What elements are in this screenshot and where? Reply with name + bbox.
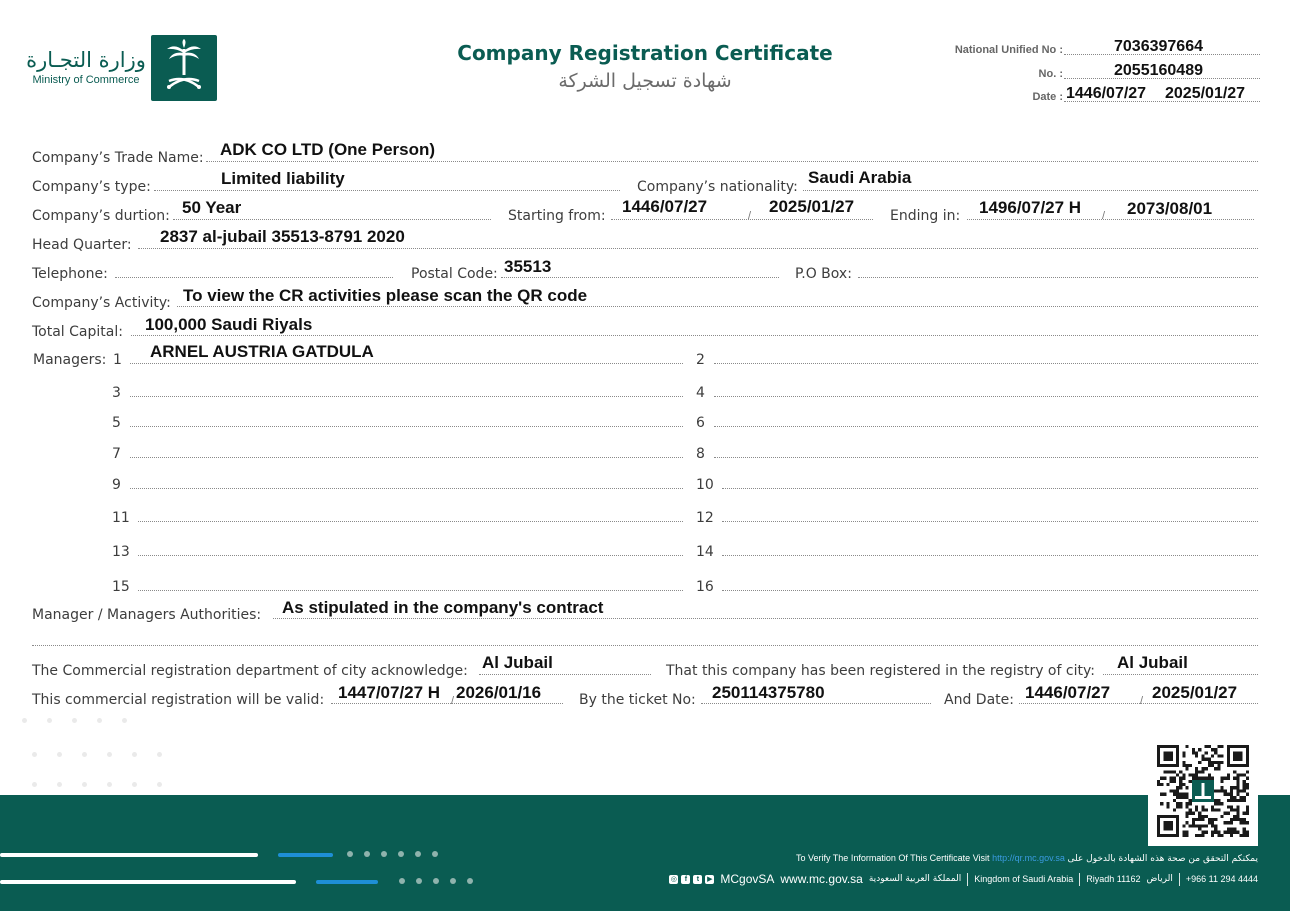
decorative-dots — [22, 718, 127, 723]
registered-city-label: That this company has been registered in the registry of city: — [666, 663, 1095, 679]
certificate-date-row — [900, 83, 1260, 105]
valid-until-greg: 2026/01/16 — [456, 683, 542, 702]
dotted-line — [714, 426, 1258, 427]
activity-value: To view the CR activities please scan the QR code — [183, 286, 588, 305]
po-box-label: P.O Box: — [795, 266, 852, 282]
phone: +966 11 294 4444 — [1185, 874, 1258, 884]
head-quarter-value: 2837 al-jubail 35513-8791 2020 — [160, 227, 405, 246]
dotted-line — [138, 248, 1258, 249]
head-quarter-label: Head Quarter: — [32, 237, 132, 253]
manager-name: ARNEL AUSTRIA GATDULA — [150, 342, 374, 361]
ministry-name-en: Ministry of Commerce — [32, 74, 140, 86]
manager-number: 15 — [112, 579, 130, 595]
acknowledge-label: The Commercial registration department of city acknowledge: — [32, 663, 468, 679]
dotted-line — [177, 306, 1258, 307]
starting-label: Starting from: — [508, 208, 606, 224]
ending-label: Ending in: — [890, 208, 961, 224]
footer-dots — [399, 878, 473, 884]
certificate-date-label: Date : — [1032, 91, 1063, 103]
and-date-hijri: 1446/07/27 — [1025, 683, 1111, 702]
manager-number: 16 — [696, 579, 714, 595]
verify-text: To Verify The Information Of This Certificate Visit — [795, 853, 990, 863]
footer-dots — [347, 851, 438, 857]
registered-city-value: Al Jubail — [1117, 653, 1188, 672]
national-unified-row — [900, 36, 1260, 58]
dotted-line — [501, 277, 779, 278]
dotted-line — [130, 457, 683, 458]
dotted-line — [138, 590, 683, 591]
dotted-line — [714, 363, 1258, 364]
manager-number: 12 — [696, 510, 714, 526]
footer-stripe — [316, 880, 378, 884]
total-capital-value: 100,000 Saudi Riyals — [145, 315, 313, 334]
certificate-date-greg: 2025/01/27 — [1165, 85, 1246, 102]
manager-number: 2 — [696, 352, 705, 368]
twitter-icon[interactable]: t — [693, 875, 702, 884]
dotted-line — [722, 555, 1258, 556]
acknowledge-city-value: Al Jubail — [482, 653, 553, 672]
dotted-line — [714, 396, 1258, 397]
ending-greg: 2073/08/01 — [1127, 199, 1213, 218]
dotted-line — [130, 426, 683, 427]
manager-number: 9 — [112, 477, 121, 493]
dotted-line — [1103, 674, 1258, 675]
social-icons — [669, 875, 714, 884]
footer-stripe — [0, 853, 258, 857]
trade-name-value: ADK CO LTD (One Person) — [220, 140, 436, 159]
date-separator: / — [748, 210, 752, 222]
dotted-line — [173, 219, 491, 220]
total-capital-label: Total Capital: — [32, 324, 123, 340]
instagram-icon[interactable]: ◎ — [670, 875, 677, 883]
manager-number: 1 — [113, 352, 122, 368]
divider — [967, 873, 968, 886]
country-en: Kingdom of Saudi Arabia — [974, 874, 1074, 884]
national-unified-value: 7036397664 — [1114, 38, 1203, 55]
duration-value: 50 Year — [182, 198, 242, 217]
verify-text-ar: يمكنكم التحقق من صحة هذه الشهادة بالدخول على — [1067, 854, 1258, 864]
dotted-line — [130, 363, 683, 364]
certificate-no-label: No. : — [1038, 68, 1063, 80]
company-type-label: Company’s type: — [32, 179, 151, 195]
activity-label: Company’s Activity: — [32, 295, 171, 311]
postal-code-label: Postal Code: — [411, 266, 498, 282]
dotted-line — [858, 277, 1258, 278]
manager-number: 13 — [112, 544, 130, 560]
dotted-line — [701, 703, 931, 704]
dotted-line — [130, 488, 683, 489]
dotted-line — [130, 396, 683, 397]
dotted-line — [1019, 703, 1258, 704]
certificate-title-ar: شهادة تسجيل الشركة — [558, 70, 732, 92]
authorities-value: As stipulated in the company's contract — [282, 598, 604, 617]
and-date-label: And Date: — [944, 692, 1014, 708]
dotted-line — [273, 618, 1258, 619]
manager-number: 10 — [696, 477, 714, 493]
qr-code-icon[interactable] — [1148, 736, 1258, 846]
national-unified-label: National Unified No : — [954, 44, 1063, 56]
dotted-line — [479, 674, 651, 675]
telephone-label: Telephone: — [32, 266, 108, 282]
managers-label: Managers: — [33, 352, 107, 368]
qr-code-graphic — [1157, 745, 1249, 837]
dotted-line — [967, 219, 1254, 220]
dotted-line — [722, 590, 1258, 591]
decorative-dots — [32, 782, 162, 787]
dotted-line — [138, 521, 683, 522]
footer-stripe — [0, 880, 296, 884]
certificate-title-en: Company Registration Certificate — [457, 41, 833, 65]
decorative-dots — [32, 752, 162, 757]
ministry-name-ar: وزارة التجـارة — [26, 48, 146, 72]
ticket-no-value: 250114375780 — [712, 683, 825, 702]
manager-number: 14 — [696, 544, 714, 560]
ticket-no-label: By the ticket No: — [579, 692, 696, 708]
nationality-value: Saudi Arabia — [808, 168, 912, 187]
dotted-line — [138, 555, 683, 556]
dotted-line — [803, 190, 1258, 191]
certificate-date-hijri: 1446/07/27 — [1066, 85, 1147, 102]
manager-number: 3 — [112, 385, 121, 401]
valid-until-hijri: 1447/07/27 H — [338, 683, 441, 702]
youtube-icon[interactable]: ▶ — [707, 875, 713, 883]
dotted-line — [714, 457, 1258, 458]
and-date-greg: 2025/01/27 — [1152, 683, 1238, 702]
palm-swords-emblem-icon — [151, 35, 217, 101]
postal-code-value: 35513 — [504, 257, 552, 276]
facebook-icon[interactable]: f — [681, 875, 690, 884]
starting-greg: 2025/01/27 — [769, 197, 855, 216]
contact-info — [669, 872, 1258, 886]
manager-number: 4 — [696, 385, 705, 401]
date-separator: / — [451, 695, 455, 707]
dotted-line — [32, 645, 1258, 646]
dotted-line — [131, 335, 1258, 336]
authorities-label: Manager / Managers Authorities: — [32, 607, 262, 623]
certificate-title — [430, 40, 860, 96]
website-link[interactable]: www.mc.gov.sa — [780, 872, 863, 886]
dotted-line — [611, 219, 873, 220]
divider — [1179, 873, 1180, 886]
ministry-logo-text — [26, 48, 146, 87]
footer-stripe — [278, 853, 333, 857]
social-handle: MCgovSA — [720, 872, 775, 886]
verify-link[interactable]: http://qr.mc.gov.sa — [992, 853, 1065, 863]
footer-bar — [0, 795, 1290, 911]
trade-name-label: Company’s Trade Name: — [32, 150, 204, 166]
manager-number: 8 — [696, 446, 705, 462]
manager-number: 6 — [696, 415, 705, 431]
dotted-line — [154, 190, 620, 191]
dotted-line — [115, 277, 393, 278]
valid-until-label: This commercial registration will be valid: — [32, 692, 325, 708]
starting-hijri: 1446/07/27 — [622, 197, 708, 216]
manager-number: 7 — [112, 446, 121, 462]
verify-info — [796, 853, 1258, 864]
certificate-no-row — [900, 60, 1260, 82]
date-separator: / — [1102, 210, 1106, 222]
divider — [1079, 873, 1080, 886]
duration-label: Company’s durtion: — [32, 208, 170, 224]
manager-number: 5 — [112, 415, 121, 431]
city: Riyadh 11162 — [1086, 874, 1141, 884]
ending-hijri: 1496/07/27 H — [979, 198, 1082, 217]
dotted-line — [722, 488, 1258, 489]
manager-number: 11 — [112, 510, 130, 526]
dotted-line — [331, 703, 563, 704]
nationality-label: Company’s nationality: — [637, 179, 798, 195]
country-ar: المملكة العربية السعودية — [868, 874, 962, 884]
dotted-line — [722, 521, 1258, 522]
certificate-no-value: 2055160489 — [1114, 62, 1203, 79]
date-separator: / — [1140, 695, 1144, 707]
dotted-line — [206, 161, 1258, 162]
ministry-logo — [26, 34, 220, 104]
company-type-value: Limited liability — [221, 169, 345, 188]
city-ar: الرياض — [1146, 874, 1173, 884]
